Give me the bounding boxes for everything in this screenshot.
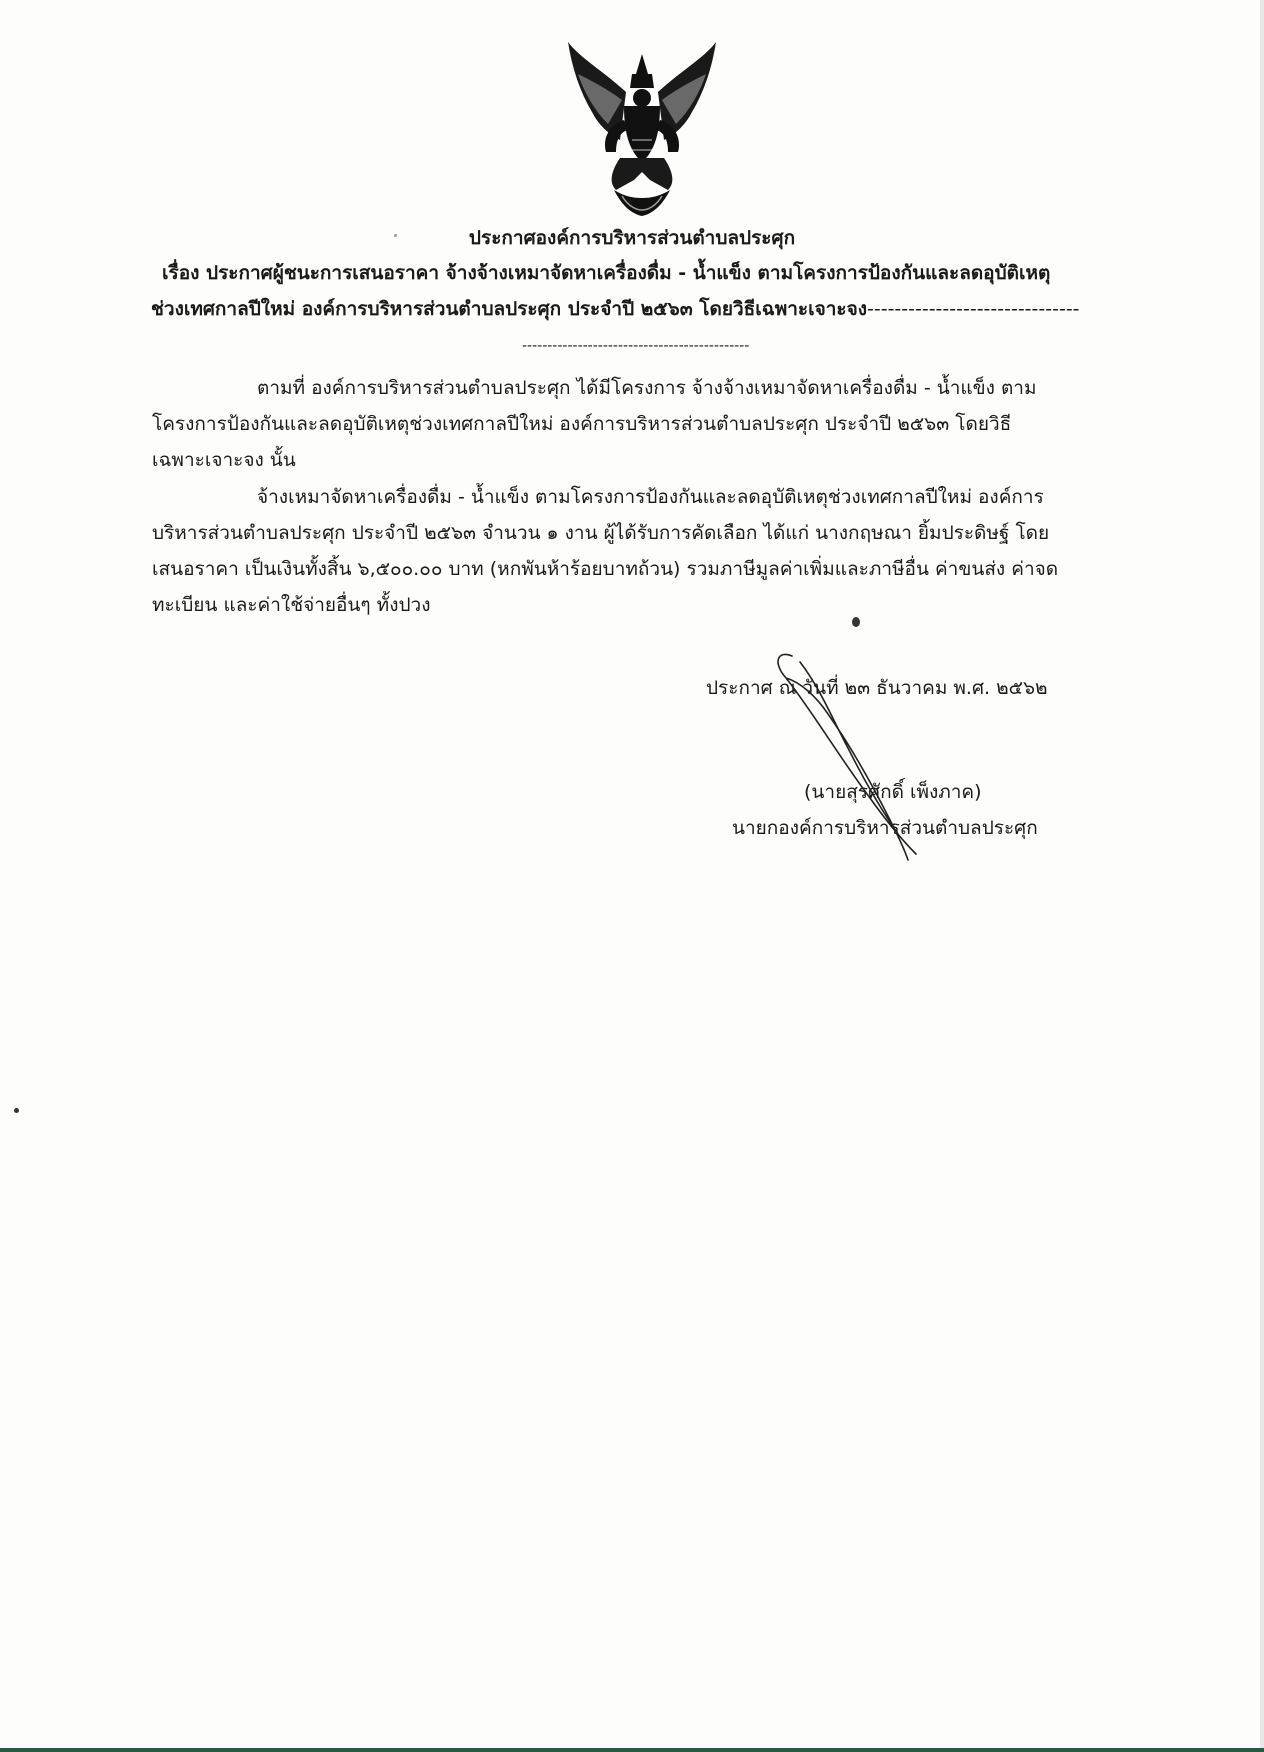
handwritten-signature — [770, 648, 940, 878]
subject-line-2-text: ช่วงเทศกาลปีใหม่ องค์การบริหารส่วนตำบลประศุก ประจำปี ๒๕๖๓ โดยวิธีเฉพาะเจาะจง — [151, 298, 867, 320]
scan-speck — [394, 234, 397, 237]
signer-title: นายกองค์การบริหารส่วนตำบลประศุก — [732, 817, 1038, 839]
scan-edge-bottom — [0, 1748, 1264, 1752]
signer-name: (นายสุรศักดิ์ เพ็งภาค) — [804, 781, 982, 803]
para1-line1: ตามที่ องค์การบริหารส่วนตำบลประศุก ได้มีโครงการ จ้างจ้างเหมาจัดหาเครื่องดื่ม - น้ำแข็ง ตาม — [257, 377, 1037, 399]
scan-edge-right — [1260, 0, 1264, 1752]
subject-line-2 — [151, 295, 1080, 323]
announcement-title: ประกาศองค์การบริหารส่วนตำบลประศุก — [468, 227, 796, 249]
para2-line1: จ้างเหมาจัดหาเครื่องดื่ม - น้ำแข็ง ตามโครงการป้องกันและลดอุบัติเหตุช่วงเทศกาลปีใหม่ องค์การ — [257, 486, 1044, 508]
subject-dash-fill: ------------------------------- — [867, 298, 1080, 320]
para1-line3: เฉพาะเจาะจง นั้น — [152, 449, 296, 471]
para1-line2: โครงการป้องกันและลดอุบัติเหตุช่วงเทศกาลปีใหม่ องค์การบริหารส่วนตำบลประศุก ประจำปี ๒๕๖๓ โดยวิธี — [152, 413, 1012, 435]
announcement-date: ประกาศ ณ วันที่ ๒๓ ธันวาคม พ.ศ. ๒๕๖๒ — [706, 677, 1048, 699]
subject-dash-line: --------------------------------------------- — [522, 338, 750, 354]
para2-line2: บริหารส่วนตำบลประศุก ประจำปี ๒๕๖๓ จำนวน ๑ งาน ผู้ได้รับการคัดเลือก ได้แก่ นางกฤษณา ยิ้มประดิษฐ์ โดย — [152, 522, 1050, 544]
garuda-emblem — [562, 40, 722, 218]
subject-line-1: เรื่อง ประกาศผู้ชนะการเสนอราคา จ้างจ้างเหมาจัดหาเครื่องดื่ม - น้ำแข็ง ตามโครงการป้องกันและลดอุบัติเหตุ — [162, 262, 1051, 284]
para2-line4: ทะเบียน และค่าใช้จ่ายอื่นๆ ทั้งปวง — [152, 594, 431, 616]
para2-line3: เสนอราคา เป็นเงินทั้งสิ้น ๖,๕๐๐.๐๐ บาท (หกพันห้าร้อยบาทถ้วน) รวมภาษีมูลค่าเพิ่มและภาษีอื่น ค่าขนส่ง ค่าจด — [152, 558, 1059, 580]
scan-speck — [14, 1108, 19, 1113]
scan-speck — [852, 617, 860, 627]
